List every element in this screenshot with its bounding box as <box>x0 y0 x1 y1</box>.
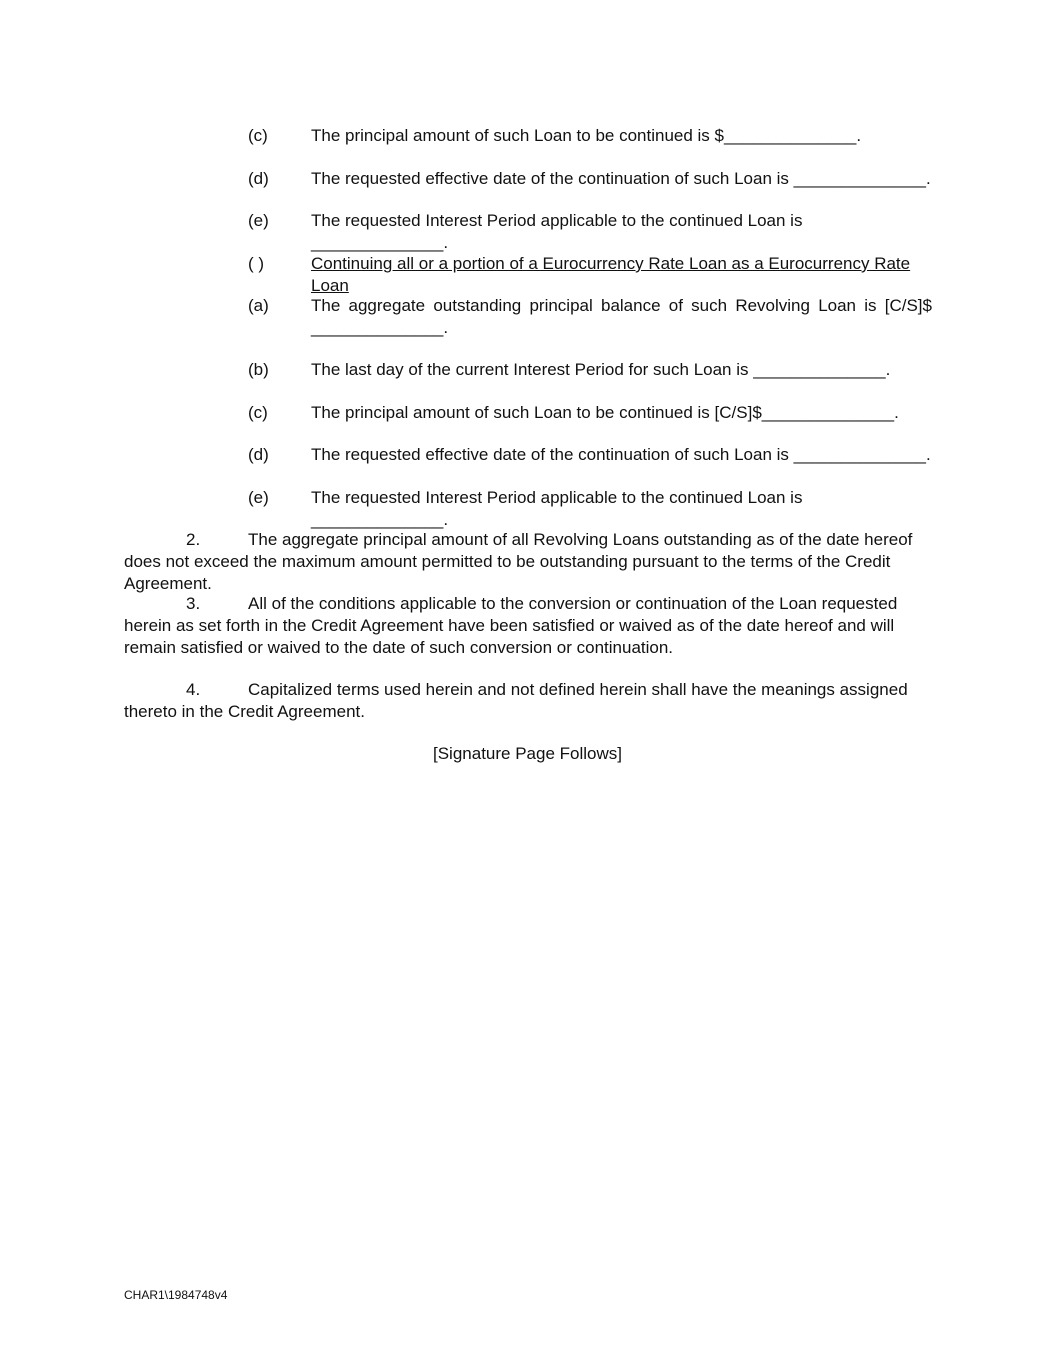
list-item-d-1 <box>248 168 932 190</box>
item-text: The requested Interest Period applicable to the continued Loan is ______________. <box>311 488 803 529</box>
section-heading-text: Continuing all or a portion of a Eurocurrency Rate Loan as a Eurocurrency Rate Loan <box>311 254 911 295</box>
list-item-e-2 <box>248 487 932 531</box>
signature-page-note: [Signature Page Follows] <box>433 744 622 763</box>
paragraph-text: Capitalized terms used herein and not defined herein shall have the meanings assigned thereto in the Credit Agreement. <box>124 680 908 721</box>
list-item-c-1 <box>248 125 932 147</box>
item-marker: (c) <box>248 403 268 422</box>
section-heading <box>248 253 932 297</box>
paragraph-3 <box>124 593 932 659</box>
list-item-b <box>248 359 932 381</box>
paragraph-number: 2. <box>186 530 201 549</box>
paragraph-text: The aggregate principal amount of all Revolving Loans outstanding as of the date hereof does not exceed the maximum amount permitted to be outstanding pursuant to the terms of the Credit Agreement. <box>124 530 913 593</box>
document-id-footer: CHAR1\1984748v4 <box>124 1288 228 1302</box>
item-marker: (a) <box>248 296 269 315</box>
item-marker: (c) <box>248 126 268 145</box>
list-item-c-2 <box>248 402 932 424</box>
item-text: The requested effective date of the continuation of such Loan is ______________. <box>311 445 931 464</box>
item-marker: (e) <box>248 488 269 507</box>
paragraph-2 <box>124 529 932 595</box>
item-text: The requested Interest Period applicable to the continued Loan is ______________. <box>311 211 803 252</box>
paragraph-number: 3. <box>186 594 201 613</box>
list-item-a <box>248 295 932 339</box>
item-marker: (d) <box>248 445 269 464</box>
section-marker: ( ) <box>248 254 265 273</box>
paragraph-number: 4. <box>186 680 201 699</box>
list-item-e-1 <box>248 210 932 254</box>
item-text: The requested effective date of the continuation of such Loan is ______________. <box>311 169 931 188</box>
item-text: The last day of the current Interest Period for such Loan is ______________. <box>311 360 891 379</box>
list-item-d-2 <box>248 444 932 466</box>
item-text-line2: ______________. <box>311 318 449 337</box>
item-text: The principal amount of such Loan to be continued is $______________. <box>311 126 862 145</box>
item-marker: (d) <box>248 169 269 188</box>
item-marker: (b) <box>248 360 269 379</box>
item-text: The principal amount of such Loan to be continued is [C/S]$______________. <box>311 403 899 422</box>
paragraph-text: All of the conditions applicable to the conversion or continuation of the Loan requested herein as set forth in the Credit Agreement have been satisfied or waived as of the date hereof and will remain satisfied or waived to the date of such conversion or continuation. <box>124 594 898 657</box>
item-marker: (e) <box>248 211 269 230</box>
item-text-line1: The aggregate outstanding principal balance of such Revolving Loan is [C/S]$ <box>311 296 932 315</box>
paragraph-4 <box>124 679 932 723</box>
